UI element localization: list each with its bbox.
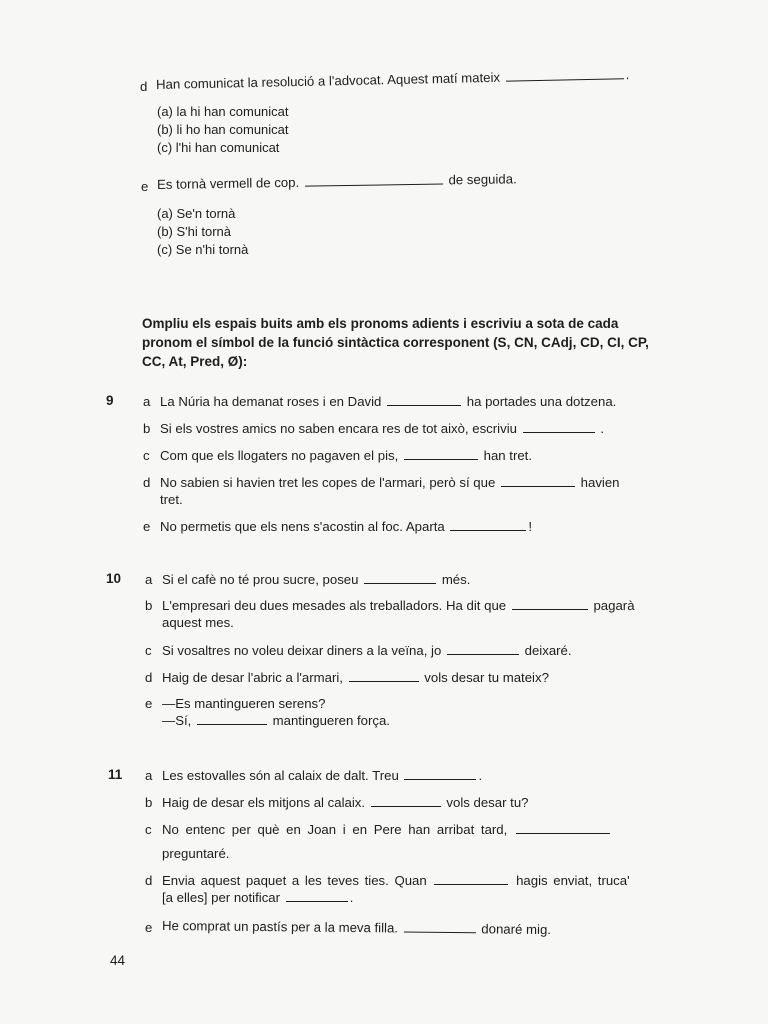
answer-blank[interactable] bbox=[404, 768, 476, 780]
prev-e-sentence: Es tornà vermell de cop. de seguida. bbox=[156, 171, 517, 192]
item-letter: b bbox=[143, 421, 151, 436]
answer-blank[interactable] bbox=[197, 713, 267, 725]
option: (b) li ho han comunicat bbox=[157, 122, 289, 137]
item-letter: e bbox=[145, 696, 153, 711]
item-letter: b bbox=[145, 795, 153, 810]
ex10-d-sentence: Haig de desar l'abric a l'armari, vols desar tu mateix? bbox=[162, 670, 549, 685]
answer-blank[interactable] bbox=[404, 921, 476, 934]
item-letter: d bbox=[145, 670, 153, 685]
item-letter: e bbox=[145, 920, 153, 935]
answer-blank[interactable] bbox=[286, 890, 348, 902]
item-letter: a bbox=[145, 572, 153, 587]
answer-blank[interactable] bbox=[512, 598, 588, 610]
item-letter: a bbox=[143, 394, 151, 409]
ex10-e-answer: —Sí, mantingueren força. bbox=[162, 713, 390, 728]
ex10-b-sentence: L'empresari deu dues mesades als treballadors. Ha dit que pagarà bbox=[162, 598, 635, 613]
ex10-e-question: —Es mantingueren serens? bbox=[162, 696, 326, 711]
ex11-a-sentence: Les estovalles són al calaix de dalt. Treu . bbox=[162, 768, 483, 783]
item-letter: e bbox=[141, 179, 149, 194]
answer-blank[interactable] bbox=[364, 572, 436, 584]
ex11-e-sentence: He comprat un pastís per a la meva filla. donaré mig. bbox=[161, 918, 552, 938]
answer-blank[interactable] bbox=[387, 394, 461, 406]
answer-blank[interactable] bbox=[434, 873, 508, 885]
answer-blank[interactable] bbox=[450, 519, 526, 531]
ex11-b-sentence: Haig de desar els mitjons al calaix. vols desar tu? bbox=[162, 795, 529, 810]
item-letter: d bbox=[143, 475, 151, 490]
option: (a) Se'n tornà bbox=[157, 206, 236, 221]
item-letter: c bbox=[143, 448, 150, 463]
instructions: Ompliu els espais buits amb els pronoms adients i escriviu a sota de cada pronom el símbol de la funció sintàctica corresponent (S, CN, CAdj, CD, CI, CP, CC, At, Pred, Ø): bbox=[142, 316, 649, 369]
ex9-b-sentence: Si els vostres amics no saben encara res de tot això, escriviu . bbox=[160, 421, 604, 436]
answer-blank[interactable] bbox=[516, 822, 610, 834]
exercise-number: 10 bbox=[106, 571, 122, 586]
answer-blank[interactable] bbox=[349, 670, 419, 682]
ex11-d-continuation: [a elles] per notificar . bbox=[162, 890, 354, 905]
prev-d-sentence: Han comunicat la resolució a l'advocat. Aquest matí mateix . bbox=[155, 67, 630, 92]
ex10-a-sentence: Si el cafè no té prou sucre, poseu més. bbox=[162, 572, 471, 587]
exercise-number: 9 bbox=[106, 393, 114, 408]
ex9-a-sentence: La Núria ha demanat roses i en David ha portades una dotzena. bbox=[160, 394, 617, 409]
ex9-c-sentence: Com que els llogaters no pagaven el pis, han tret. bbox=[160, 448, 532, 463]
item-letter: c bbox=[145, 822, 152, 837]
ex11-d-sentence: Envia aquest paquet a les teves ties. Quan hagis enviat, truca' bbox=[162, 873, 630, 888]
ex11-c-continuation: preguntaré. bbox=[162, 846, 230, 861]
item-letter: b bbox=[145, 598, 153, 613]
option: (c) Se n'hi tornà bbox=[157, 242, 249, 257]
item-letter: a bbox=[145, 768, 153, 783]
exercise-number: 11 bbox=[108, 767, 123, 782]
ex10-b-continuation: aquest mes. bbox=[162, 615, 234, 630]
answer-blank[interactable] bbox=[404, 448, 478, 460]
option: (c) l'hi han comunicat bbox=[157, 140, 280, 155]
ex10-c-sentence: Si vosaltres no voleu deixar diners a la veïna, jo deixaré. bbox=[162, 643, 572, 658]
ex11-c-sentence: No entenc per què en Joan i en Pere han arribat tard, bbox=[162, 821, 612, 838]
item-letter: d bbox=[145, 873, 153, 888]
answer-blank[interactable] bbox=[501, 475, 575, 487]
answer-blank[interactable] bbox=[523, 421, 595, 433]
item-letter: c bbox=[145, 643, 152, 658]
answer-blank[interactable] bbox=[305, 173, 443, 187]
answer-blank[interactable] bbox=[447, 643, 519, 655]
item-letter: d bbox=[140, 79, 148, 94]
ex9-d-sentence: No sabien si havien tret les copes de l'armari, però sí que havien bbox=[160, 475, 620, 490]
answer-blank[interactable] bbox=[371, 795, 441, 807]
ex9-d-continuation: tret. bbox=[160, 492, 183, 507]
item-letter: e bbox=[143, 519, 151, 534]
option: (b) S'hi tornà bbox=[157, 224, 232, 239]
option: (a) la hi han comunicat bbox=[157, 104, 289, 119]
ex9-e-sentence: No permetis que els nens s'acostin al foc. Aparta ! bbox=[160, 519, 533, 534]
answer-blank[interactable] bbox=[506, 67, 624, 81]
page-number: 44 bbox=[110, 953, 126, 968]
